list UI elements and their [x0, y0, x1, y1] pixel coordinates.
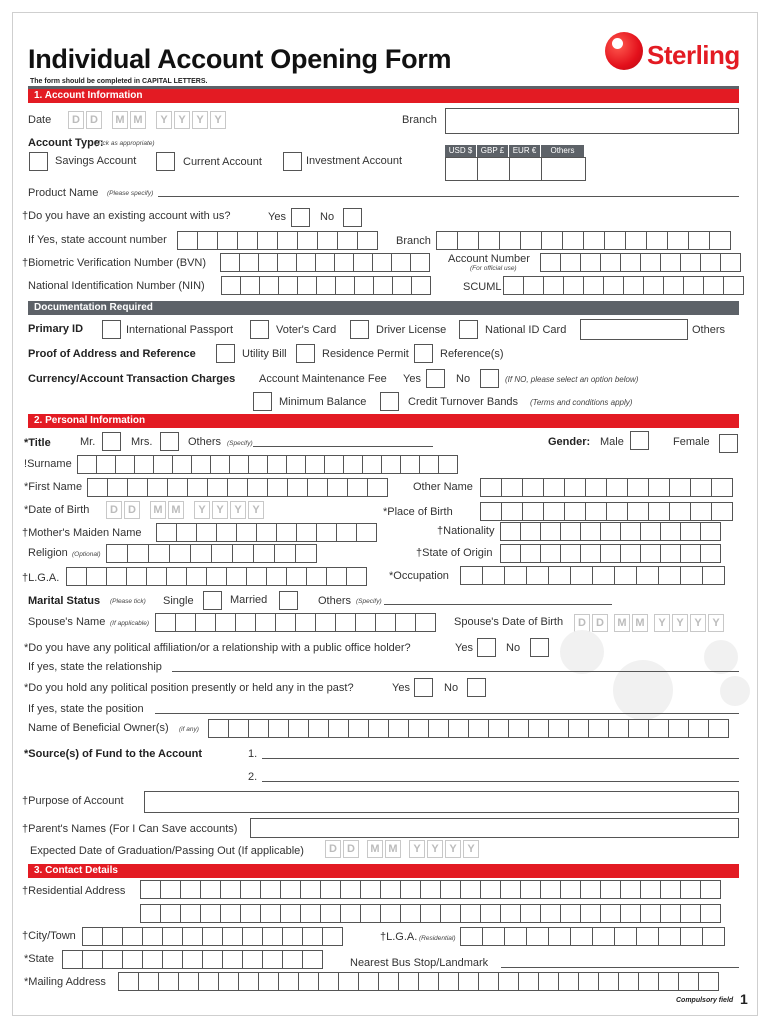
political-position-question: *Do you hold any political position presently or held any in the past? — [24, 682, 354, 694]
gender-male-label: Male — [600, 436, 624, 448]
source-one-label: 1. — [248, 748, 258, 760]
occupation-label: *Occupation — [389, 570, 449, 582]
nationality-cells[interactable] — [500, 522, 720, 541]
if-no-note: (If NO, please select an option below) — [505, 375, 639, 384]
spouse-dob-input[interactable]: D D M M Y Y Y Y — [574, 614, 726, 632]
gender-label: Gender: — [548, 436, 591, 448]
title-others-label: Others — [188, 436, 222, 448]
terms-note: (Terms and conditions apply) — [530, 398, 633, 407]
marital-specify-note: (Specify) — [356, 598, 382, 605]
references-label: Reference(s) — [440, 348, 504, 360]
section-documentation-required: Documentation Required — [28, 301, 739, 315]
title-mr-checkbox[interactable] — [102, 432, 121, 451]
political-no-checkbox[interactable] — [530, 638, 549, 657]
title-mr-label: Mr. — [80, 436, 96, 448]
city-town-cells[interactable] — [82, 927, 342, 946]
voters-card-checkbox[interactable] — [250, 320, 269, 339]
sterling-logo-icon — [605, 32, 643, 70]
mothers-maiden-label: †Mother's Maiden Name — [22, 527, 142, 539]
graduation-date-input[interactable]: D D M M Y Y Y Y — [325, 840, 481, 858]
decorative-dot — [613, 660, 673, 720]
maintenance-no-checkbox[interactable] — [480, 369, 499, 388]
purpose-label: †Purpose of Account — [22, 795, 124, 807]
title-mrs-checkbox[interactable] — [160, 432, 179, 451]
national-id-label: National ID Card — [485, 324, 567, 336]
scuml-cells[interactable] — [503, 276, 743, 295]
place-of-birth-cells[interactable] — [480, 502, 732, 521]
currency-others: Others — [541, 145, 585, 157]
branch-label: Branch — [402, 114, 437, 126]
nin-label: National Identification Number (NIN) — [28, 280, 205, 292]
religion-cells[interactable] — [106, 544, 316, 563]
capital-letters-note: The form should be completed in CAPITAL LETTERS. — [30, 78, 208, 85]
currency-header — [445, 145, 585, 157]
section-account-information: 1. Account Information — [28, 89, 739, 103]
contact-lga-cells[interactable] — [460, 927, 724, 946]
first-name-cells[interactable] — [87, 478, 387, 497]
occupation-cells[interactable] — [460, 566, 724, 585]
state-relationship-label: If yes, state the relationship — [28, 661, 162, 673]
surname-cells[interactable] — [77, 455, 457, 474]
passport-checkbox[interactable] — [102, 320, 121, 339]
contact-lga-label: †L.G.A. — [380, 931, 418, 943]
residence-permit-checkbox[interactable] — [296, 344, 315, 363]
maintenance-yes-label: Yes — [403, 373, 421, 385]
religion-optional-note: (Optional) — [72, 551, 101, 558]
title-mrs-label: Mrs. — [131, 436, 153, 448]
investment-account-label: Investment Account — [306, 155, 402, 167]
existing-no-label: No — [320, 211, 335, 223]
residential-address-row2[interactable] — [140, 904, 720, 923]
gender-male-checkbox[interactable] — [630, 431, 649, 450]
nationality-label: †Nationality — [437, 525, 495, 537]
residential-address-label: †Residential Address — [22, 885, 126, 897]
source-two-label: 2. — [248, 771, 258, 783]
gender-female-label: Female — [673, 436, 710, 448]
parents-names-label: †Parent's Names (For I Can Save accounts) — [22, 823, 238, 835]
date-input[interactable]: D D M M Y Y Y Y — [68, 111, 228, 129]
maintenance-yes-checkbox[interactable] — [426, 369, 445, 388]
currency-gbp: GBP £ — [477, 145, 509, 157]
bus-stop-line[interactable] — [501, 967, 739, 968]
spouse-applicable-note: (If applicable) — [110, 620, 150, 627]
minimum-balance-label: Minimum Balance — [279, 396, 367, 408]
account-number-cells[interactable] — [540, 253, 740, 272]
purpose-input[interactable] — [144, 791, 739, 813]
product-name-line[interactable] — [158, 196, 739, 197]
state-position-label: If yes, state the position — [28, 703, 144, 715]
contact-state-cells[interactable] — [62, 950, 322, 969]
state-of-origin-label: †State of Origin — [416, 547, 493, 559]
marital-tick-note: (Please tick) — [110, 598, 146, 605]
decorative-dot — [720, 676, 750, 706]
page-title: Individual Account Opening Form — [28, 44, 452, 74]
marital-others-label: Others — [318, 595, 352, 607]
currency-eur: EUR € — [509, 145, 541, 157]
national-id-checkbox[interactable] — [459, 320, 478, 339]
primary-id-label: Primary ID — [28, 323, 84, 335]
bvn-cells[interactable] — [220, 253, 429, 272]
married-label: Married — [230, 594, 268, 606]
beneficial-owner-cells[interactable] — [208, 719, 728, 738]
dob-input[interactable]: D D M M Y Y Y Y — [106, 501, 266, 519]
bus-stop-label: Nearest Bus Stop/Landmark — [350, 957, 489, 969]
compulsory-field-note: Compulsory field — [676, 997, 734, 1004]
branch2-label: Branch — [396, 235, 431, 247]
married-checkbox[interactable] — [279, 591, 298, 610]
lga-label: †L.G.A. — [22, 572, 60, 584]
political-yes-checkbox[interactable] — [477, 638, 496, 657]
proof-of-address-label: Proof of Address and Reference — [28, 348, 196, 360]
position-line[interactable] — [155, 713, 739, 714]
residence-permit-label: Residence Permit — [322, 348, 409, 360]
source-two-line[interactable] — [262, 781, 739, 782]
dob-label: *Date of Birth — [24, 504, 90, 516]
section-contact-details: 3. Contact Details — [28, 864, 739, 878]
currency-checkboxes[interactable] — [445, 157, 585, 181]
maintenance-fee-label: Account Maintenance Fee — [259, 373, 387, 385]
existing-yes-label: Yes — [268, 211, 286, 223]
single-label: Single — [163, 595, 194, 607]
spouse-name-label: Spouse's Name — [28, 616, 106, 628]
driver-license-checkbox[interactable] — [350, 320, 369, 339]
political-no-label: No — [506, 642, 521, 654]
branch2-cells[interactable] — [436, 231, 730, 250]
other-name-label: Other Name — [413, 481, 473, 493]
official-use-note: (For official use) — [470, 265, 517, 272]
passport-label: International Passport — [126, 324, 234, 336]
currency-usd: USD $ — [445, 145, 477, 157]
credit-turnover-checkbox[interactable] — [380, 392, 399, 411]
bvn-label: †Biometric Verification Number (BVN) — [22, 257, 207, 269]
relationship-line[interactable] — [172, 671, 739, 672]
source-one-line[interactable] — [262, 758, 739, 759]
existing-no-checkbox[interactable] — [343, 208, 362, 227]
product-name-label: Product Name — [28, 187, 99, 199]
title-others-line[interactable] — [253, 446, 433, 447]
account-number-label: Account Number — [448, 253, 530, 265]
single-checkbox[interactable] — [203, 591, 222, 610]
city-town-label: †City/Town — [22, 930, 76, 942]
lga-cells[interactable] — [66, 567, 366, 586]
driver-license-label: Driver License — [376, 324, 447, 336]
scuml-label: SCUML — [463, 281, 502, 293]
title-specify-note: (Specify) — [227, 440, 253, 447]
savings-account-label: Savings Account — [55, 155, 137, 167]
position-no-label: No — [444, 682, 459, 694]
political-affiliation-question: *Do you have any political affiliation/or a relationship with a public office holder? — [24, 642, 411, 654]
utility-bill-label: Utility Bill — [242, 348, 287, 360]
parents-names-input[interactable] — [250, 818, 739, 838]
marital-status-label: Marital Status — [28, 595, 101, 607]
references-checkbox[interactable] — [414, 344, 433, 363]
spouse-dob-label: Spouse's Date of Birth — [454, 616, 564, 628]
other-id-label: Others — [692, 324, 726, 336]
marital-others-line[interactable] — [384, 604, 612, 605]
date-label: Date — [28, 114, 52, 126]
decorative-dot — [704, 640, 738, 674]
voters-card-label: Voter's Card — [276, 324, 337, 336]
sterling-logo-text: Sterling — [647, 40, 740, 70]
mothers-maiden-cells[interactable] — [156, 523, 376, 542]
branch-input[interactable] — [445, 108, 739, 134]
currency-charges-label: Currency/Account Transaction Charges — [28, 373, 236, 385]
existing-account-question: †Do you have an existing account with us? — [22, 210, 231, 222]
maintenance-no-label: No — [456, 373, 471, 385]
credit-turnover-label: Credit Turnover Bands — [408, 396, 519, 408]
contact-state-label: *State — [24, 953, 54, 965]
account-type-note: (Tick as appropriate) — [95, 140, 155, 147]
minimum-balance-checkbox[interactable] — [253, 392, 272, 411]
beneficial-if-any-note: (if any) — [179, 726, 199, 733]
beneficial-owner-label: Name of Beneficial Owner(s) — [28, 722, 169, 734]
graduation-label: Expected Date of Graduation/Passing Out (If applicable) — [30, 845, 304, 857]
political-yes-label: Yes — [455, 642, 473, 654]
surname-label: !Surname — [24, 458, 72, 470]
gender-female-checkbox[interactable] — [719, 434, 738, 453]
first-name-label: *First Name — [24, 481, 83, 493]
state-of-origin-cells[interactable] — [500, 544, 720, 563]
section-personal-information: 2. Personal Information — [28, 414, 739, 428]
position-yes-label: Yes — [392, 682, 410, 694]
position-yes-checkbox[interactable] — [414, 678, 433, 697]
product-name-note: (Please specify) — [107, 190, 154, 197]
religion-label: Religion — [28, 547, 68, 559]
position-no-checkbox[interactable] — [467, 678, 486, 697]
current-account-label: Current Account — [183, 156, 262, 168]
residential-address-row1[interactable] — [140, 880, 720, 899]
current-account-checkbox[interactable] — [156, 152, 175, 171]
nin-cells[interactable] — [221, 276, 430, 295]
existing-yes-checkbox[interactable] — [291, 208, 310, 227]
other-name-cells[interactable] — [480, 478, 732, 497]
if-yes-account-label: If Yes, state account number — [28, 234, 167, 246]
decorative-dot — [560, 630, 604, 674]
title-label: *Title — [24, 437, 51, 449]
mailing-address-cells[interactable] — [118, 972, 718, 991]
place-of-birth-label: *Place of Birth — [383, 506, 453, 518]
contact-lga-note: (Residential) — [419, 935, 456, 942]
investment-account-checkbox[interactable] — [283, 152, 302, 171]
page-number: 1 — [740, 991, 748, 1007]
utility-bill-checkbox[interactable] — [216, 344, 235, 363]
mailing-address-label: *Mailing Address — [24, 976, 106, 988]
account-type-label: Account Type: — [28, 137, 104, 149]
spouse-name-cells[interactable] — [155, 613, 435, 632]
existing-account-number-cells[interactable] — [177, 231, 377, 250]
source-of-funds-label: *Source(s) of Fund to the Account — [24, 748, 203, 760]
savings-account-checkbox[interactable] — [29, 152, 48, 171]
other-id-input[interactable] — [580, 319, 688, 340]
